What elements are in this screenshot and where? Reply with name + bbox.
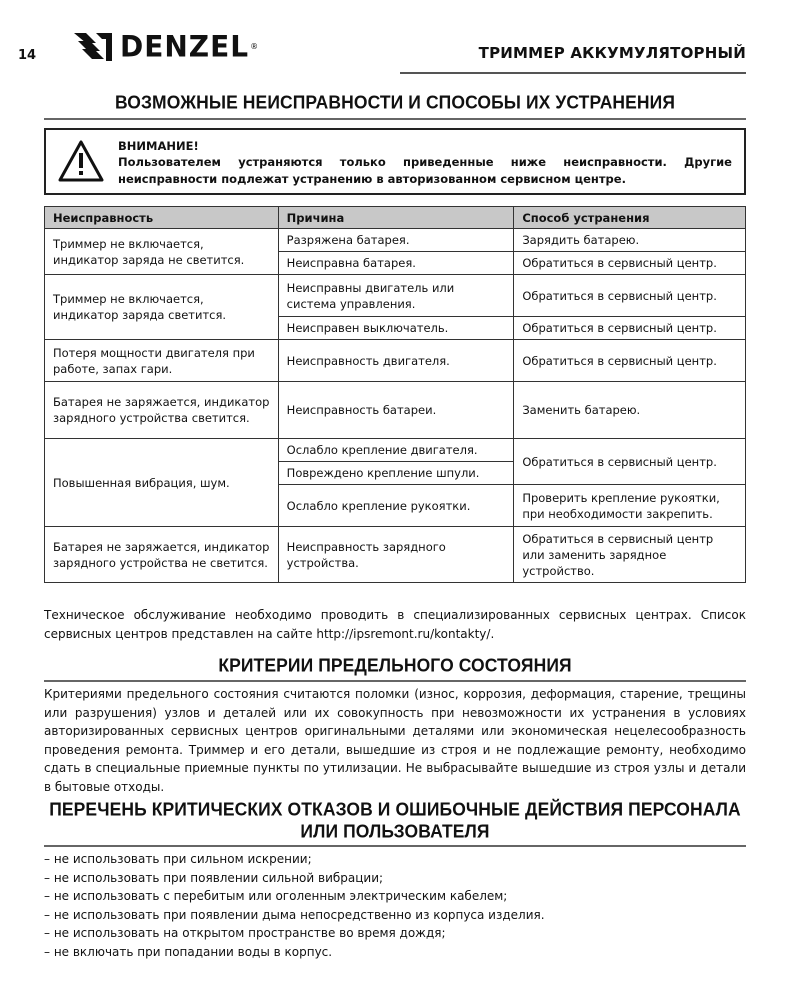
cause-cell: Неисправность двигателя. bbox=[278, 340, 514, 382]
warning-triangle-icon bbox=[58, 139, 104, 183]
section-title-limit-state: КРИТЕРИИ ПРЕДЕЛЬНОГО СОСТОЯНИЯ bbox=[218, 654, 572, 676]
remedy-cell: Заменить батарею. bbox=[514, 382, 746, 439]
section-divider bbox=[44, 845, 746, 847]
section-title-faults: ВОЗМОЖНЫЕ НЕИСПРАВНОСТИ И СПОСОБЫ ИХ УСТРАНЕНИЯ bbox=[114, 91, 676, 113]
fault-cell: Повышенная вибрация, шум. bbox=[45, 439, 279, 527]
remedy-cell: Обратиться в сервисный центр. bbox=[514, 317, 746, 340]
document-title: ТРИММЕР АККУМУЛЯТОРНЫЙ bbox=[478, 44, 746, 62]
brand-registered-mark: ® bbox=[250, 42, 259, 51]
header-divider bbox=[400, 72, 746, 74]
cause-cell: Неисправны двигатель или система управления. bbox=[278, 275, 514, 317]
remedy-cell: Обратиться в сервисный центр. bbox=[514, 252, 746, 275]
section-title-critical-failures bbox=[44, 798, 746, 841]
table-header-row bbox=[45, 207, 746, 229]
list-item: – не использовать с перебитым или оголенным электрическим кабелем; bbox=[44, 889, 508, 903]
header-remedy: Способ устранения bbox=[514, 207, 746, 229]
section-divider bbox=[44, 680, 746, 682]
section-title-line-2: ИЛИ ПОЛЬЗОВАТЕЛЯ bbox=[300, 820, 490, 842]
fault-cell: Триммер не включается, индикатор заряда светится. bbox=[45, 275, 279, 340]
fault-cell: Батарея не заряжается, индикатор зарядного устройства светится. bbox=[45, 382, 279, 439]
cause-cell: Ослабло крепление двигателя. bbox=[278, 439, 514, 462]
table-row bbox=[45, 275, 746, 317]
list-item: – не использовать при появлении сильной вибрации; bbox=[44, 870, 384, 885]
cause-cell: Ослабло крепление рукоятки. bbox=[278, 485, 514, 527]
header-cause: Причина bbox=[278, 207, 514, 229]
section-title-line-1: ПЕРЕЧЕНЬ КРИТИЧЕСКИХ ОТКАЗОВ И ОШИБОЧНЫЕ ДЕЙСТВИЯ ПЕРСОНАЛА bbox=[49, 798, 741, 820]
remedy-cell: Обратиться в сервисный центр. bbox=[514, 340, 746, 382]
table-row bbox=[45, 382, 746, 439]
remedy-cell: Обратиться в сервисный центр. bbox=[514, 439, 746, 485]
table-row bbox=[45, 527, 746, 583]
table-row bbox=[45, 439, 746, 462]
fault-cell: Батарея не заряжается, индикатор зарядного устройства не светится. bbox=[45, 527, 279, 583]
fault-cell: Триммер не включается, индикатор заряда не светится. bbox=[45, 229, 279, 275]
limit-state-text: Критериями предельного состояния считаются поломки (износ, коррозия, деформация, старение, трещины или разрушения) узлов и деталей или их совокупность при невозможности их устранения в условиях авторизированных сервисных центров оригинальными деталями или экономическая нецелесообразность проведения ремонта. Триммер и его детали, вышедшие из строя и не подлежащие ремонту, необходимо сдать в специальные приемные пункты по утилизации. Не выбрасывайте вышедшие из строя узлы и детали в бытовые отходы. bbox=[44, 687, 746, 794]
critical-failures-list bbox=[44, 850, 545, 961]
table-row bbox=[45, 229, 746, 252]
list-item: – не использовать на открытом пространстве во время дождя; bbox=[44, 926, 446, 940]
section-divider bbox=[44, 118, 746, 120]
service-note: Техническое обслуживание необходимо проводить в специализированных сервисных центрах. Список сервисных центров представлен на сайте http://ipsremont.ru/kontakty/. bbox=[44, 608, 746, 641]
fault-cell: Потеря мощности двигателя при работе, запах гари. bbox=[45, 340, 279, 382]
brand-name: DENZEL bbox=[120, 29, 250, 64]
list-item: – не использовать при сильном искрении; bbox=[44, 852, 312, 866]
cause-cell: Разряжена батарея. bbox=[278, 229, 514, 252]
cause-cell: Неисправность зарядного устройства. bbox=[278, 527, 514, 583]
remedy-cell: Проверить крепление рукоятки, при необходимости закрепить. bbox=[514, 485, 746, 527]
list-item: – не использовать при появлении дыма непосредственно из корпуса изделия. bbox=[44, 907, 545, 922]
header-fault: Неисправность bbox=[45, 207, 279, 229]
page-number: 14 bbox=[18, 48, 37, 63]
cause-cell: Неисправность батареи. bbox=[278, 382, 514, 439]
warning-box bbox=[44, 128, 746, 195]
remedy-cell: Зарядить батарею. bbox=[514, 229, 746, 252]
brand-logo bbox=[72, 30, 258, 63]
table-row bbox=[45, 340, 746, 382]
remedy-cell: Обратиться в сервисный центр. bbox=[514, 275, 746, 317]
remedy-cell: Обратиться в сервисный центр или заменить зарядное устройство. bbox=[514, 527, 746, 583]
list-item: – не включать при попадании воды в корпус. bbox=[44, 944, 333, 959]
warning-title: ВНИМАНИЕ! bbox=[118, 139, 199, 153]
cause-cell: Повреждено крепление шпули. bbox=[278, 462, 514, 485]
denzel-logo-icon bbox=[72, 31, 116, 63]
faults-table bbox=[44, 206, 746, 583]
cause-cell: Неисправна батарея. bbox=[278, 252, 514, 275]
warning-text: Пользователем устраняются только приведенные ниже неисправности. Другие неисправности подлежат устранению в авторизованном сервисном центре. bbox=[118, 155, 732, 186]
cause-cell: Неисправен выключатель. bbox=[278, 317, 514, 340]
